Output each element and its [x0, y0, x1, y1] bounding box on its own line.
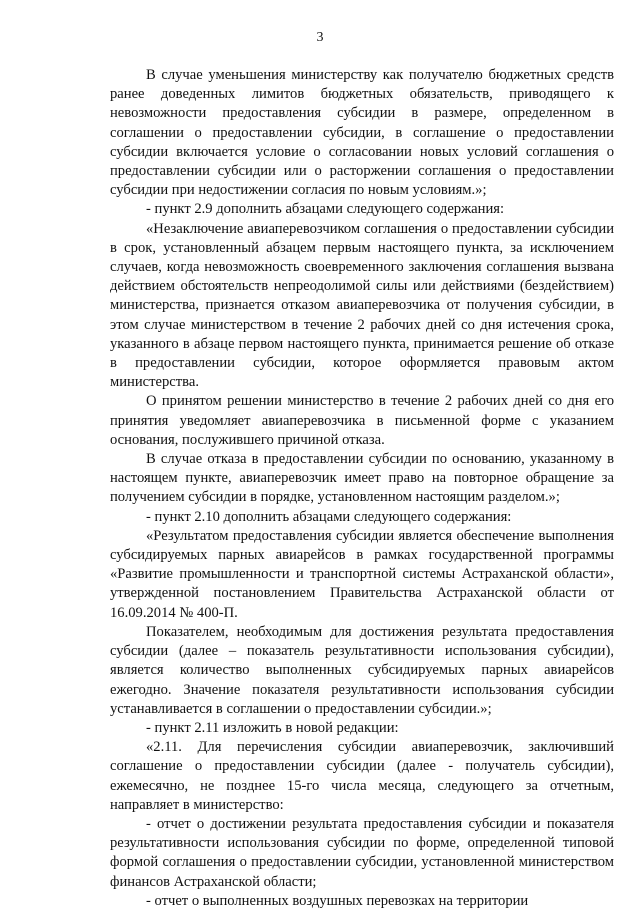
paragraph-subsidy-result: «Результатом предоставления субсидии является обеспечение выполнения субсидируемых парных авиарейсов в рамках государственной программы «Развитие промышленности и транспортной системы Астраханской области», утвержденной постановлением Правительства Астраханской области от 16.09.2014 № 400-П. [110, 527, 614, 621]
paragraph-report-flights: - отчет о выполненных воздушных перевозках на территории [146, 892, 529, 909]
page-number: 3 [316, 30, 324, 45]
paragraph-item-2-11-text: «2.11. Для перечисления субсидии авиаперевозчик, заключивший соглашение о предоставлении субсидии (далее - получатель субсидии), ежемесячно, не позднее 15-го числа месяца, следующего за отчетным, направляет в министерство: [110, 739, 614, 813]
paragraph-performance-indicator: Показателем, необходимым для достижения результата предоставления субсидии (далее – показатель результативности использования субсидии), является количество выполненных субсидируемых парных авиарейсов ежегодно. Значение показателя результативности использования субсидии устанавливается в соглашении о предоставлении субсидии.»; [110, 623, 614, 717]
paragraph-item-2-9-intro: - пункт 2.9 дополнить абзацами следующего содержания: [146, 201, 505, 218]
document-body [110, 66, 614, 911]
paragraph-notification: О принятом решении министерство в течение 2 рабочих дней со дня его принятия уведомляет авиаперевозчика в письменной форме с указанием основания, послужившего причиной отказа. [110, 393, 614, 448]
paragraph-report-results: - отчет о достижении результата предоставления субсидии и показателя результативности использования субсидии по форме, определенной типовой формой соглашения о предоставлении субсидии, установленной министерством финансов Астраханской области; [110, 815, 614, 890]
paragraph-non-conclusion: «Незаключение авиаперевозчиком соглашения о предоставлении субсидии в срок, установленный абзацем первым настоящего пункта, за исключением случаев, когда невозможность своевременного заключения соглашения вызвана действием обстоятельств непреодолимой силы или действиями (бездействием) министерства, признается отказом авиаперевозчика от получения субсидии, в этом случае министерством в течение 2 рабочих дней со дня истечения срока, указанного в абзаце первом настоящего пункта, принимается решение об отказе в предоставлении субсидии, которое оформляется правовым актом министерства. [110, 220, 614, 391]
paragraph-repeat-request: В случае отказа в предоставлении субсидии по основанию, указанному в настоящем пункте, авиаперевозчик имеет право на повторное обращение за получением субсидии в порядке, установленном настоящим разделом.»; [110, 451, 614, 506]
paragraph-item-2-10-intro: - пункт 2.10 дополнить абзацами следующего содержания: [146, 508, 512, 525]
paragraph-budget-limits: В случае уменьшения министерству как получателю бюджетных средств ранее доведенных лимитов бюджетных обязательств, приводящего к невозможности предоставления субсидии в размере, определенном в соглашении о предоставлении субсидии, в соглашение о предоставлении субсидии включается условие о согласовании новых условий соглашения о предоставлении субсидии или о расторжении соглашения о предоставлении субсидии при недостижении согласия по новым условиям.»; [110, 67, 614, 199]
paragraph-item-2-11-intro: - пункт 2.11 изложить в новой редакции: [146, 719, 399, 736]
